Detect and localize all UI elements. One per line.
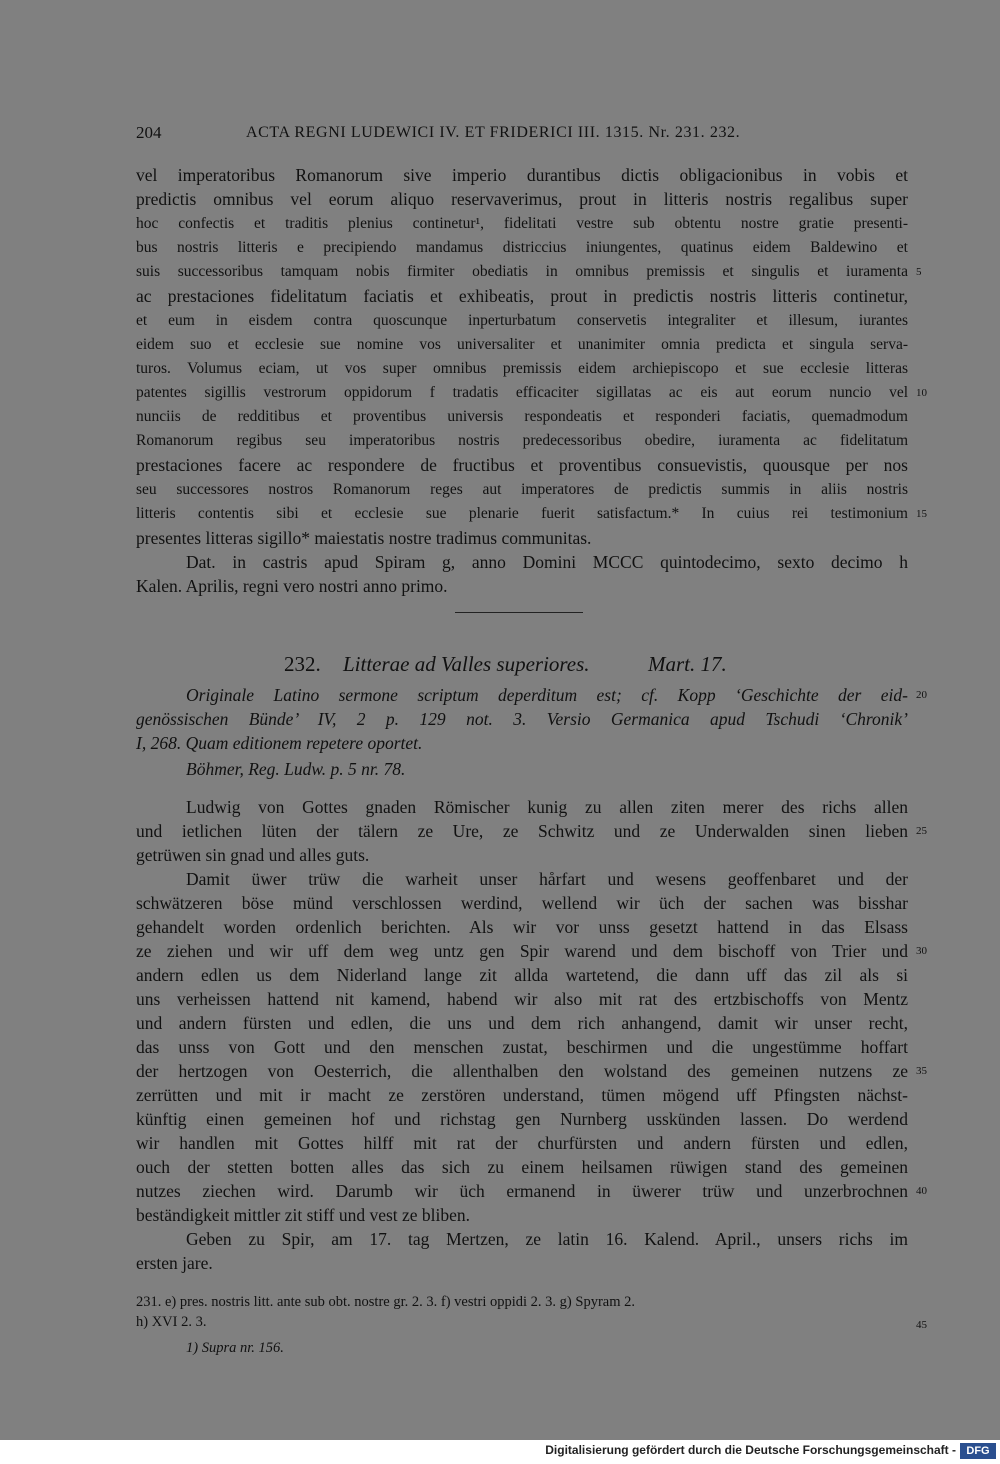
text-line: eidem suo et ecclesie sue nomine vos universaliter et unanimiter omnia predicta et singula serva- (136, 336, 908, 353)
line-number: 35 (916, 1065, 927, 1077)
dating-line: Dat. in castris apud Spiram g, anno Domini MCCC quintodecimo, sexto decimo h (186, 552, 908, 572)
line-number: 5 (916, 266, 922, 278)
text-line: zerrütten und mit ir macht ze zerstören understand, tümen mögend uff Pfingsten nächst- (136, 1085, 908, 1105)
footer-bar (0, 1440, 1000, 1464)
line-number: 20 (916, 689, 927, 701)
line-number: 30 (916, 945, 927, 957)
text-line: der hertzogen von Oesterrich, die allenthalben den wolstand des gemeinen nutzens ze (136, 1061, 908, 1081)
regest-line: Böhmer, Reg. Ludw. p. 5 nr. 78. (186, 759, 406, 779)
text-line: gehandelt worden ordenlich berichten. Als wir vor unss gesetzt hattend in das Elsass (136, 917, 908, 937)
doc-date: Mart. 17. (648, 652, 727, 676)
page-number: 204 (136, 123, 162, 142)
text-line: patentes sigillis vestrorum oppidorum f tradatis efficaciter sigillatas ac eis aut eorum nuncio vel (136, 384, 908, 401)
text-line: predictis omnibus vel eorum aliquo reservaverimus, prout in litteris nostris regalibus super (136, 189, 908, 209)
text-line: beständigkeit mittler zit stiff und vest ze bliben. (136, 1205, 471, 1225)
source-line: Originale Latino sermone scriptum deperditum est; cf. Kopp ‘Geschichte der eid- (186, 685, 908, 705)
text-line: hoc confectis et traditis plenius continetur¹, fidelitati vestre sub obtentu nostre gratie presenti- (136, 215, 908, 232)
text-line: ac prestaciones fidelitatum faciatis et exhibeatis, prout in predictis nostris litteris continetur, (136, 286, 908, 306)
text-line: getrüwen sin gnad und alles guts. (136, 845, 370, 865)
text-line: seu successores nostros Romanorum reges aut imperatores de predictis summis in aliis nostris (136, 481, 908, 498)
text-line: Damit üwer trüw die warheit unser hårfart und wesens geoffenbaret und der (186, 869, 908, 889)
text-line: künftig einen gemeinen hof und richstag gen Nurnberg usskünden lassen. Do werdend (136, 1109, 908, 1129)
running-title: ACTA REGNI LUDEWICI IV. ET FRIDERICI III. 1315. Nr. 231. 232. (246, 124, 741, 141)
line-number: 25 (916, 825, 927, 837)
line-number: 45 (916, 1319, 927, 1331)
dfg-logo[interactable]: DFG (960, 1443, 996, 1459)
text-line: Romanorum regibus seu imperatoribus nostris predecessoribus obedire, iuramenta ac fidelitatum (136, 432, 908, 449)
text-line: uns verheissen hattend nit kamend, habend wir also mit rat des ertzbischoffs von Mentz (136, 989, 908, 1009)
dating-line: Kalen. Aprilis, regni vero nostri anno primo. (136, 576, 448, 596)
text-line: vel imperatoribus Romanorum sive imperio durantibus dictis obligacionibus in vobis et (136, 165, 908, 185)
text-line: andern edlen us dem Niderland lange zit allda wartetend, die dann uff das zil als si (136, 965, 908, 985)
text-line: nutzes ziechen wird. Darumb wir üch ermanend in üwerer trüw und unzerbrochnen (136, 1181, 908, 1201)
text-line: und andern fürsten und edlen, die uns und dem rich anhangend, damit wir unser recht, (136, 1013, 908, 1033)
text-line: und ietlichen lüten der tälern ze Ure, ze Schwitz und ze Underwalden sinen lieben (136, 821, 908, 841)
line-number: 15 (916, 508, 927, 520)
line-number: 40 (916, 1185, 927, 1197)
text-line: ze ziehen und wir uff dem weg untz gen Spir warend und dem bischoff von Trier und (136, 941, 908, 961)
source-line: genössischen Bünde’ IV, 2 p. 129 not. 3. Versio Germanica apud Tschudi ‘Chronik’ (136, 709, 908, 729)
text-line: bus nostris litteris e precipiendo mandamus districcius iniungentes, quatinus eidem Baldewino et (136, 239, 908, 256)
text-line: et eum in eisdem contra quoscunque inperturbatum conservetis integraliter et illesum, iurantes (136, 312, 908, 329)
text-line: prestaciones facere ac respondere de fructibus et proventibus consuevistis, quousque per nos (136, 455, 908, 475)
text-line: turos. Volumus eciam, ut vos super omnibus premissis eidem archiepiscopo et sue ecclesie litteras (136, 360, 908, 377)
reference-footnote: 1) Supra nr. 156. (186, 1340, 284, 1356)
text-line: wir handlen mit Gottes hilff mit rat der churfürsten und andern fürsten und edlen, (136, 1133, 908, 1153)
doc-number: 232. (284, 652, 321, 676)
text-line: nunciis de redditibus et proventibus universis respondeatis et responderi faciatis, quemadmodum (136, 408, 908, 425)
text-line: das unss von Gott und den menschen zustat, beschirmen und die ungestümme hoffart (136, 1037, 908, 1057)
source-line: I, 268. Quam editionem repetere oportet. (136, 733, 423, 753)
section-divider (455, 612, 583, 613)
text-line: presentes litteras sigillo* maiestatis nostre tradimus communitas. (136, 528, 592, 548)
text-line: ouch der stetten botten alles das sich zu einem heilsamen rüwigen stand des gemeinen (136, 1157, 908, 1177)
text-line: schwätzeren böse münd verschlossen werdind, wellend wir üch der sachen was bisshar (136, 893, 908, 913)
line-number: 10 (916, 387, 927, 399)
text-line: litteris contentis sibi et ecclesie sue plenarie fuerit satisfactum.* In cuius rei testimonium (136, 505, 908, 522)
text-line: Geben zu Spir, am 17. tag Mertzen, ze latin 16. Kalend. April., unsers richs im (186, 1229, 908, 1249)
variant-footnote: 231. e) pres. nostris litt. ante sub obt. nostre gr. 2. 3. f) vestri oppidi 2. 3. g) Spyram 2. (136, 1294, 635, 1310)
text-line: suis successoribus tamquam nobis firmiter obediatis in omnibus premissis et singulis et iuramenta (136, 263, 908, 280)
text-line: Ludwig von Gottes gnaden Römischer kunig zu allen ziten merer des richs allen (186, 797, 908, 817)
doc-title-text: Litterae ad Valles superiores. (343, 652, 590, 676)
variant-footnote: h) XVI 2. 3. (136, 1314, 207, 1330)
text-line: ersten jare. (136, 1253, 213, 1273)
funding-notice: Digitalisierung gefördert durch die Deutsche Forschungsgemeinschaft - (545, 1443, 956, 1457)
